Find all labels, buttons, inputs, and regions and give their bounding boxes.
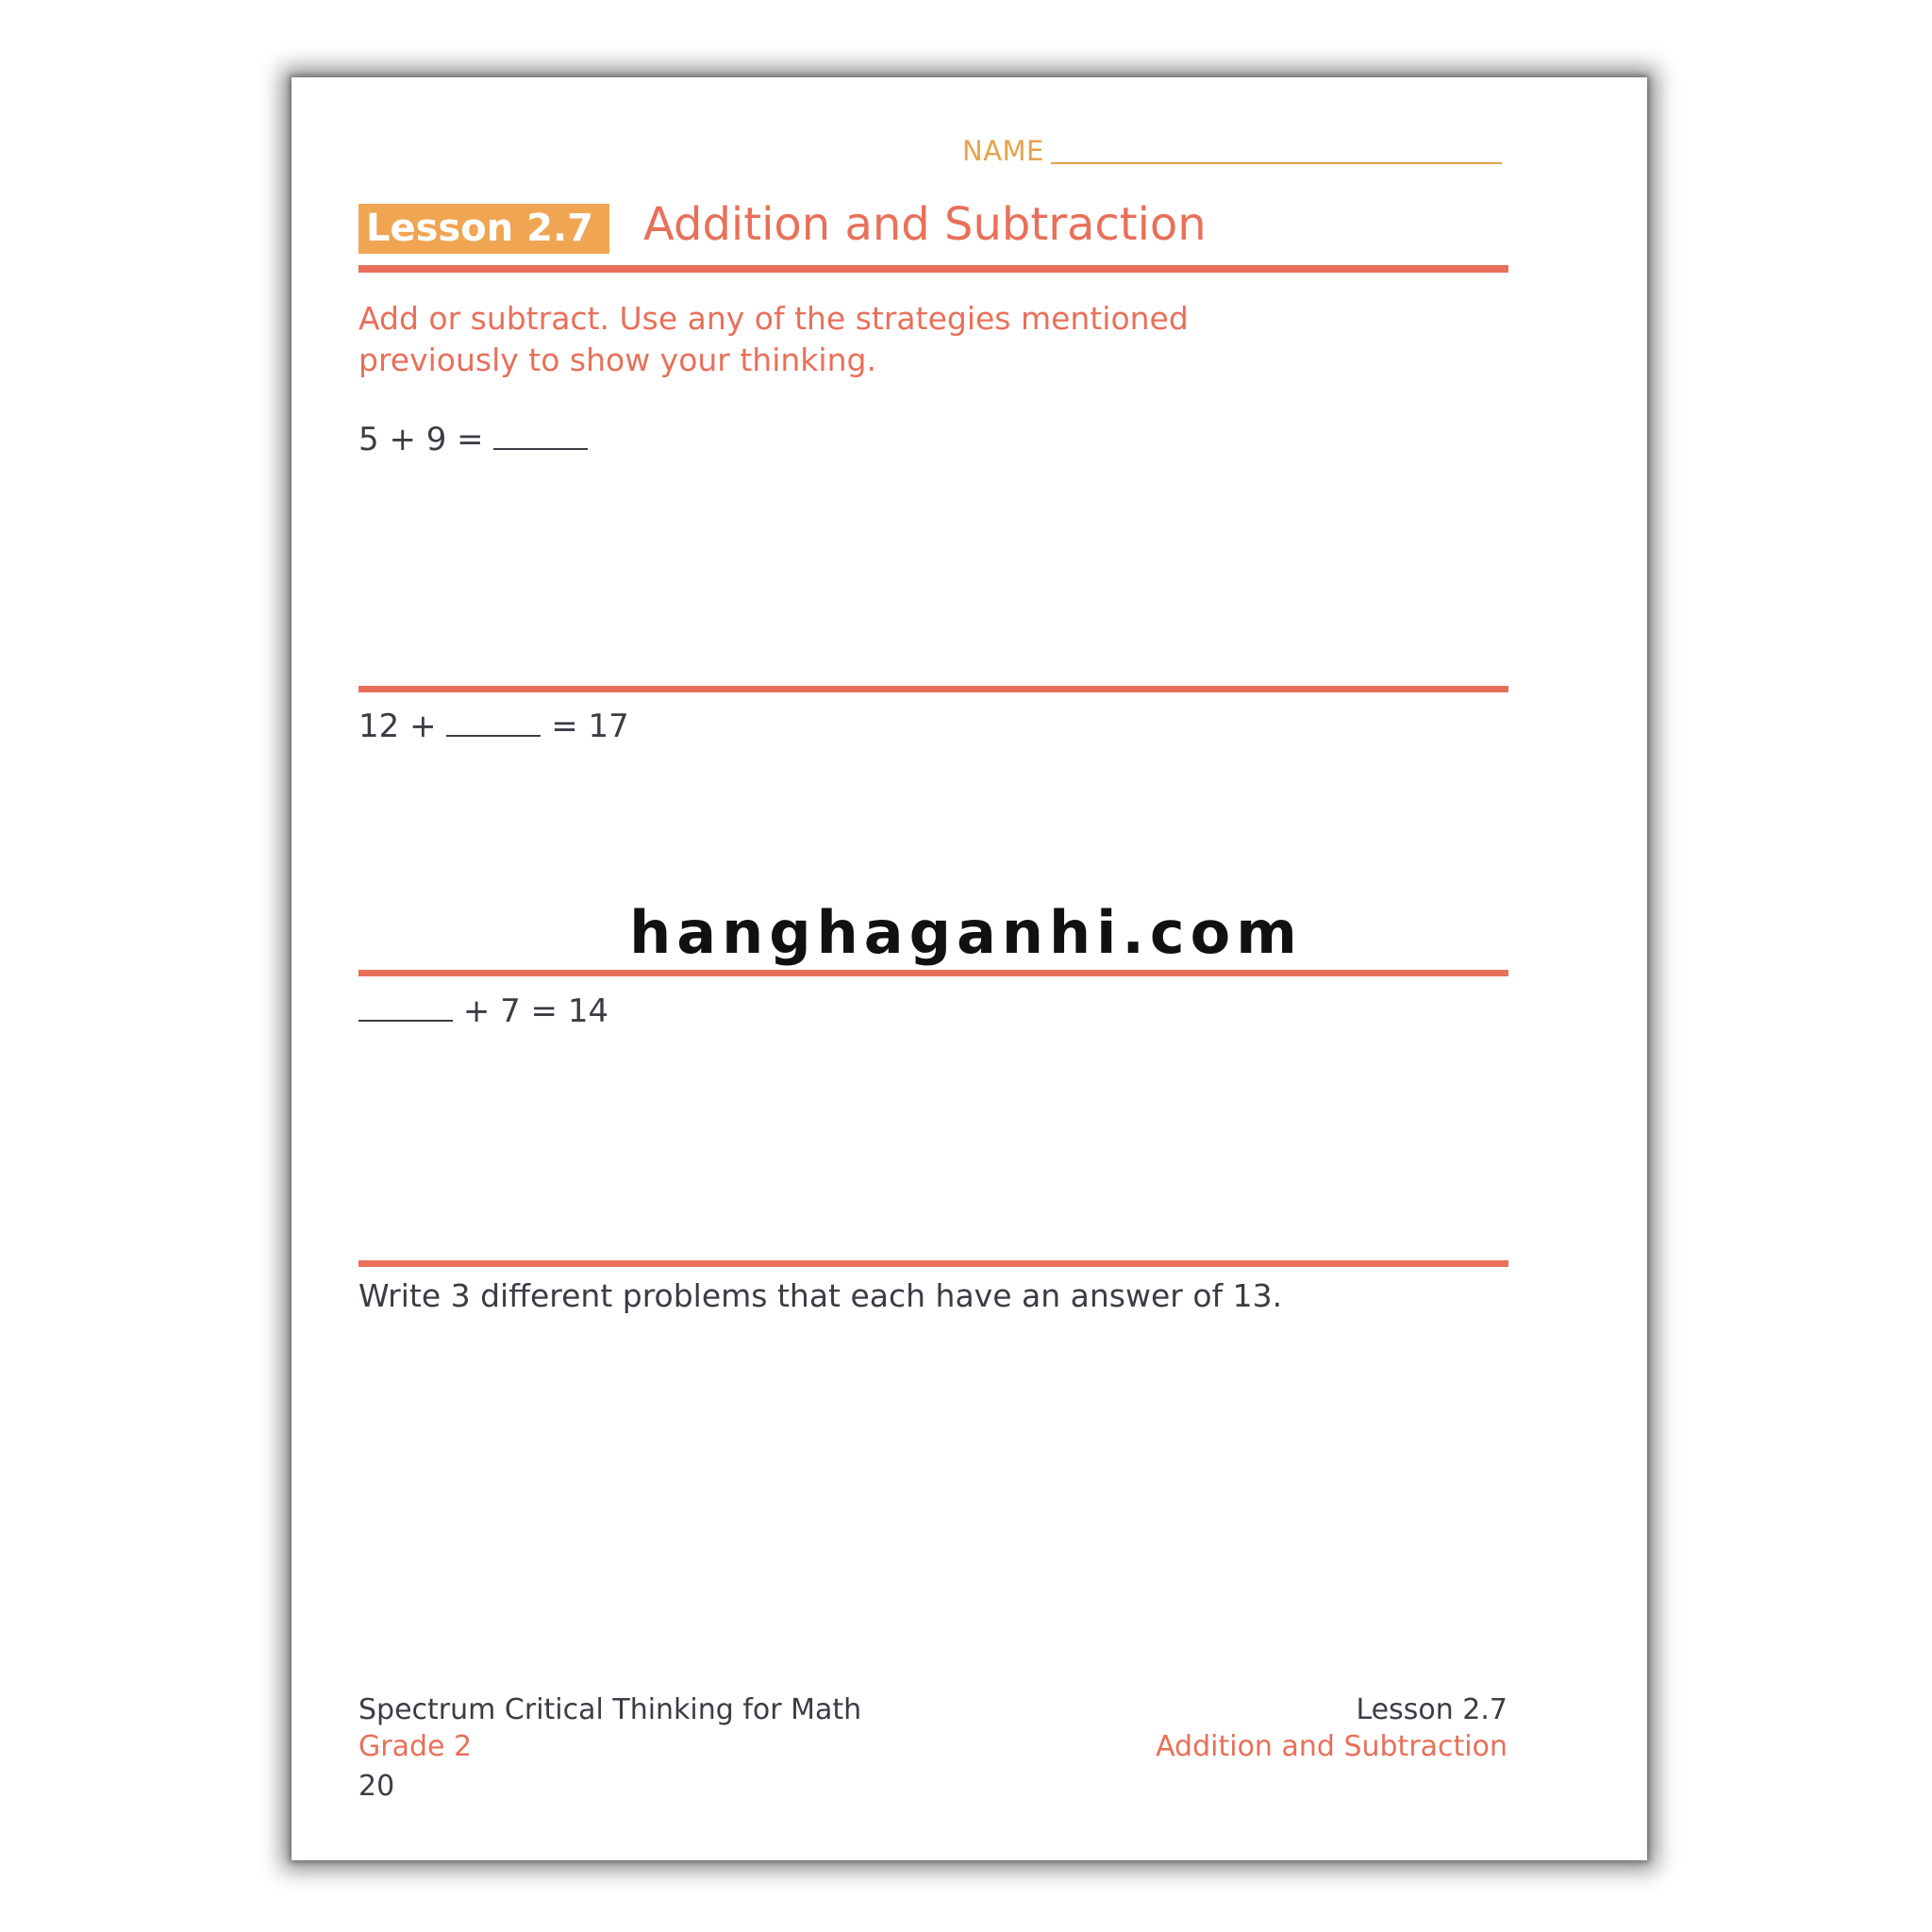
footer-book-title: Spectrum Critical Thinking for Math [358,1693,862,1726]
problem-3-answer-blank[interactable] [358,993,453,1022]
problem-1 [358,421,588,458]
lesson-badge: Lesson 2.7 [358,204,609,254]
section-divider [358,970,1508,976]
footer-grade: Grade 2 [358,1730,473,1763]
section-divider [358,1260,1508,1267]
problem-1-expression: 5 + 9 = [358,421,484,458]
section-divider [358,686,1508,692]
footer-page-number: 20 [358,1770,395,1803]
footer-lesson: Lesson 2.7 [1356,1693,1507,1726]
lesson-title: Addition and Subtraction [643,198,1207,251]
problem-4-prompt: Write 3 different problems that each have an answer of 13. [358,1277,1283,1314]
problem-2-expression-right: = 17 [551,708,629,745]
footer-lesson-title: Addition and Subtraction [1156,1730,1507,1763]
header-divider [358,265,1508,273]
watermark-text: hanghaganhi.com [629,898,1303,967]
problem-2 [358,708,629,745]
problem-2-answer-blank[interactable] [446,708,541,737]
name-label: NAME [962,135,1044,167]
instructions-text: Add or subtract. Use any of the strategies mentioned previously to show your thinking. [358,300,1189,378]
problem-1-answer-blank[interactable] [493,422,588,450]
problem-2-expression-left: 12 + [358,708,437,745]
problem-3-expression-right: + 7 = 14 [462,992,609,1030]
name-field-line[interactable] [1051,162,1502,164]
problem-3 [358,992,608,1030]
